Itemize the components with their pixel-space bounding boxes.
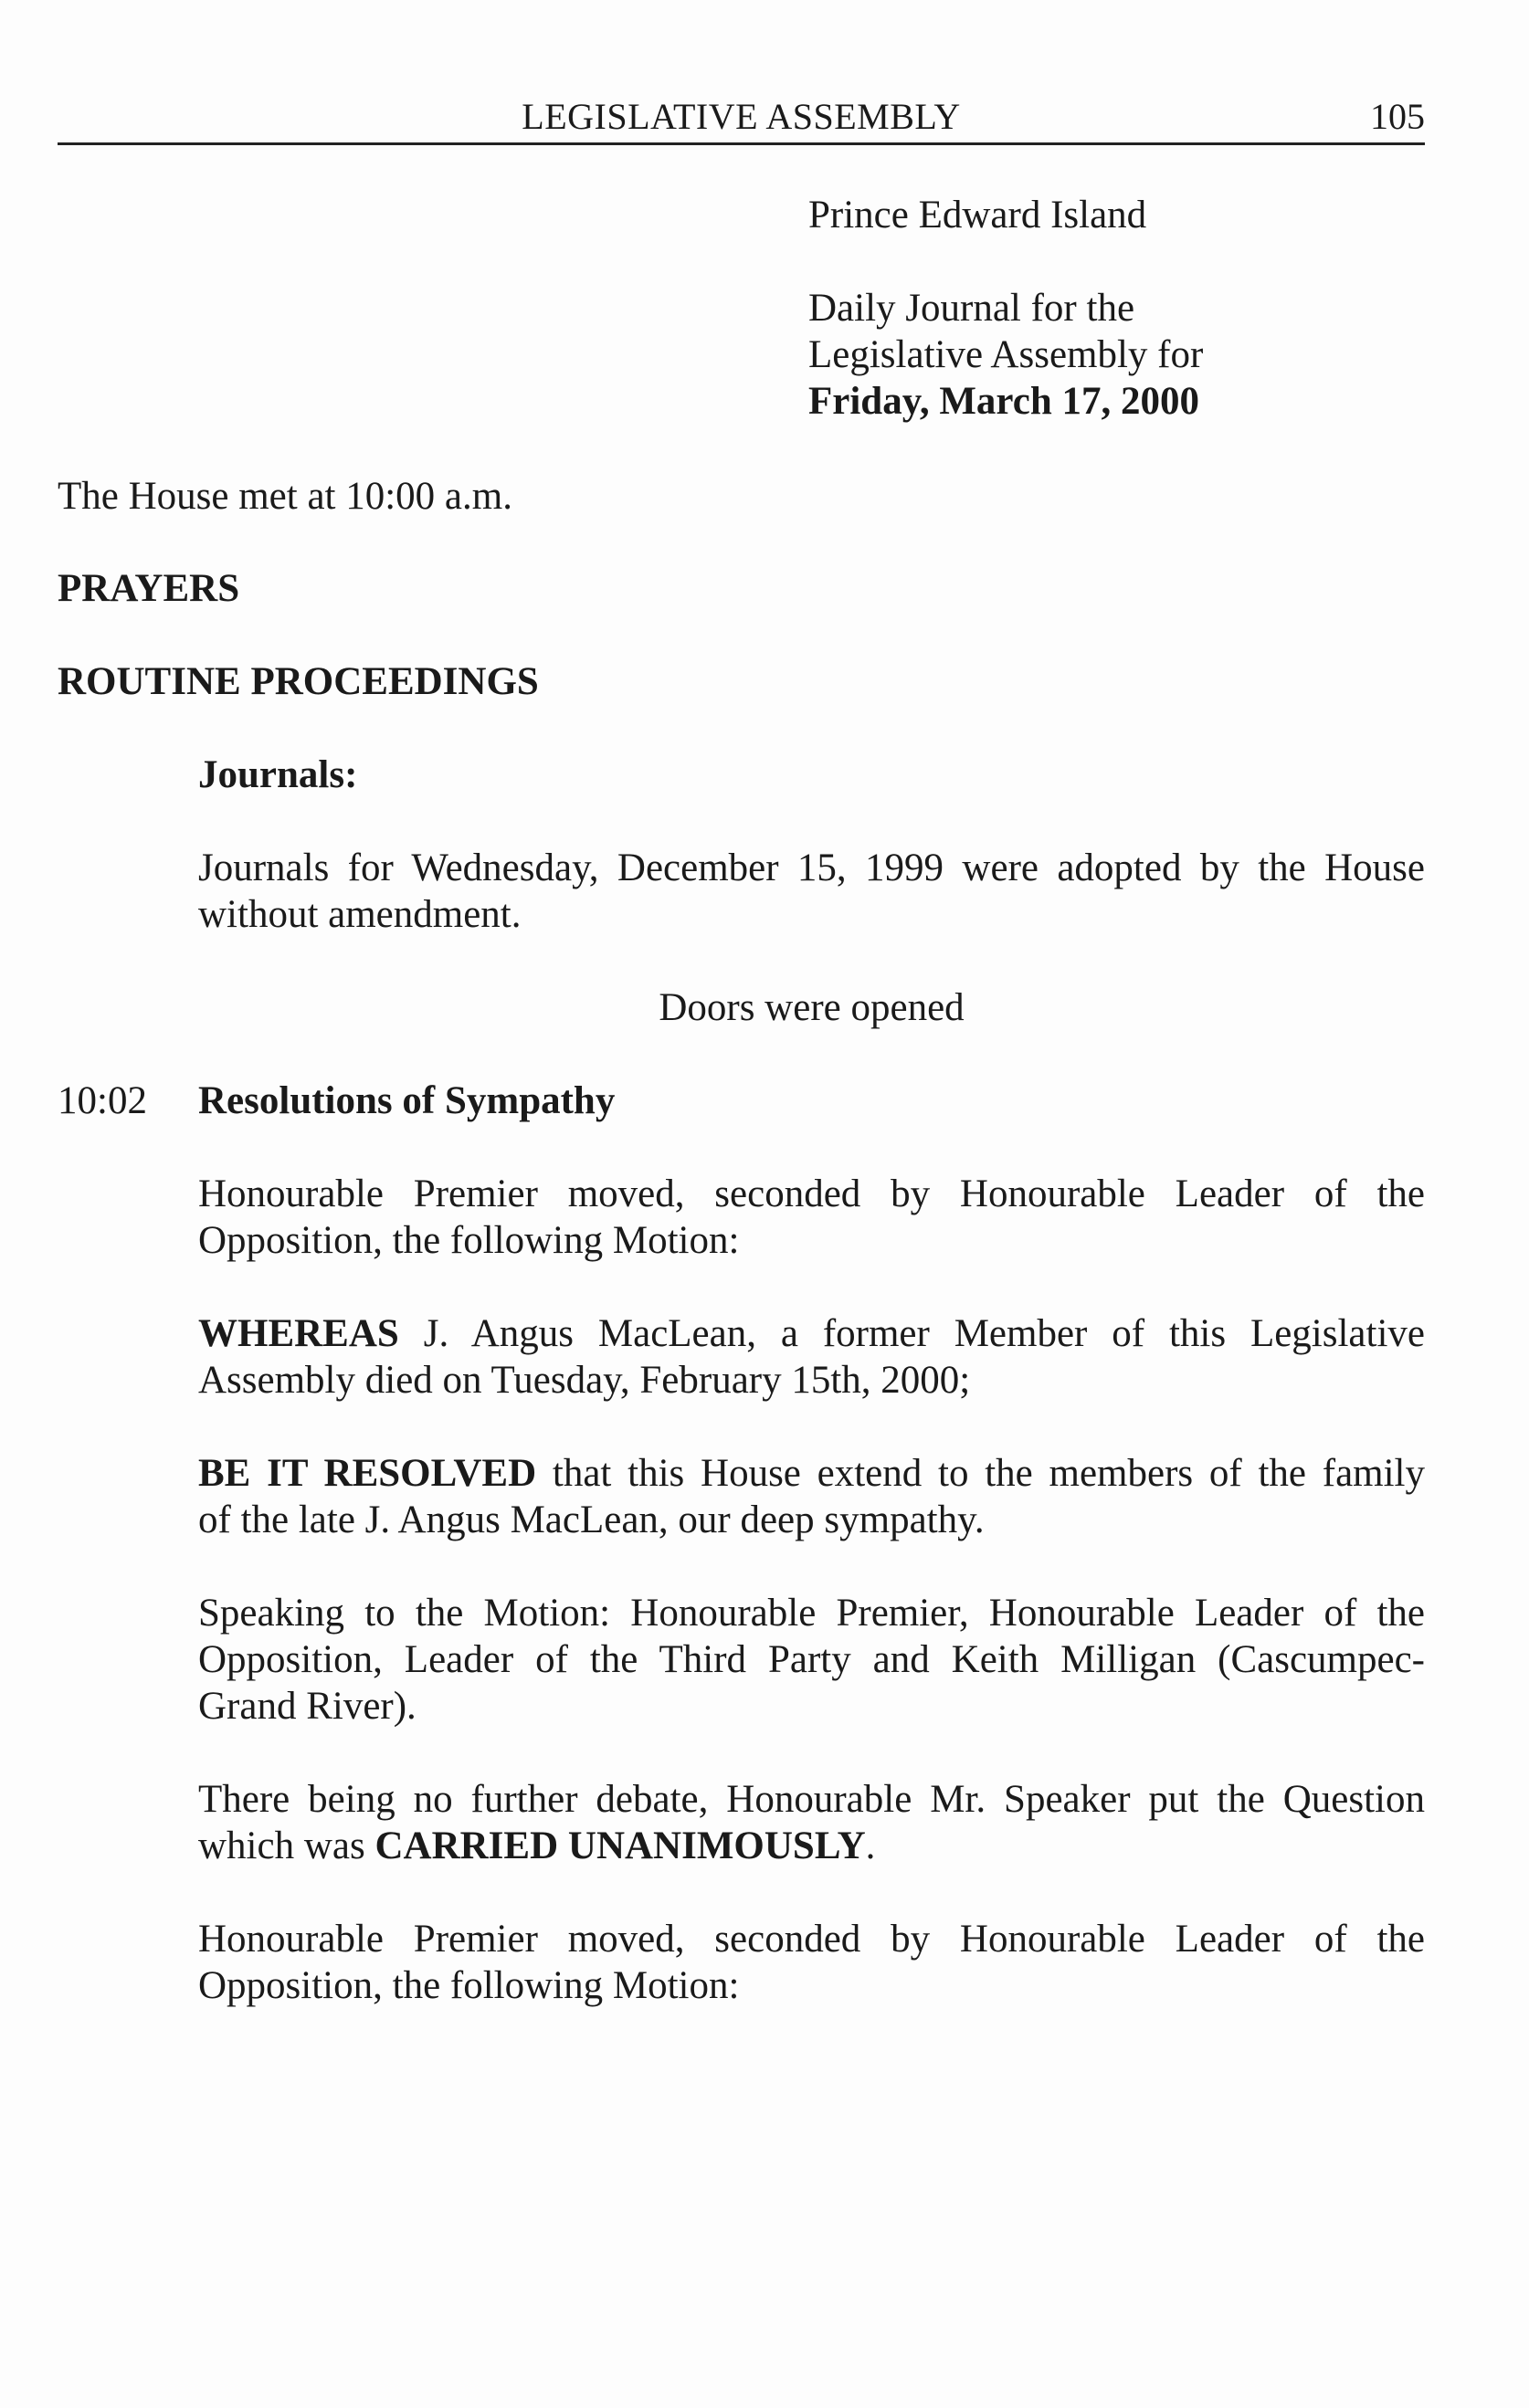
debate-line-2 <box>198 1823 1425 1869</box>
routine-proceedings-text: ROUTINE PROCEEDINGS <box>58 660 539 703</box>
journal-date: Friday, March 17, 2000 <box>808 380 1199 423</box>
journal-title-line2: Legislative Assembly for <box>808 333 1204 376</box>
whereas-line-2: Assembly died on Tuesday, February 15th, 2000; <box>198 1359 971 1402</box>
motion-2-line-1: Honourable Premier moved, seconded by Honourable Leader of the <box>198 1918 1425 1961</box>
speaking-line-3: Grand River). <box>198 1685 417 1728</box>
journals-line-1: Journals for Wednesday, December 15, 1999 were adopted by the House <box>198 846 1425 889</box>
motion-1-line-1: Honourable Premier moved, seconded by Honourable Leader of the <box>198 1172 1425 1215</box>
opening-statement <box>58 473 1425 520</box>
whereas-line-1-text: J. Angus MacLean, a former Member of this Legislative <box>398 1312 1425 1355</box>
debate-paragraph <box>198 1776 1425 1869</box>
header-title: LEGISLATIVE ASSEMBLY <box>522 96 961 137</box>
province-name: Prince Edward Island <box>808 194 1147 237</box>
journals-line-2: without amendment. <box>198 893 522 936</box>
whereas-line-1 <box>198 1310 1425 1357</box>
journal-title-line1: Daily Journal for the <box>808 287 1135 330</box>
motion-2-paragraph <box>198 1916 1425 2009</box>
motion-1-paragraph <box>198 1171 1425 1264</box>
doors-text: Doors were opened <box>659 986 965 1029</box>
journals-paragraph <box>198 845 1425 938</box>
opening-text: The House met at 10:00 a.m. <box>58 475 512 518</box>
resolved-paragraph <box>198 1450 1425 1543</box>
page-header <box>58 91 1425 145</box>
whereas-paragraph <box>198 1310 1425 1404</box>
debate-line-1: There being no further debate, Honourable Mr. Speaker put the Question <box>198 1778 1425 1821</box>
page-number: 105 <box>1370 96 1425 137</box>
speaking-paragraph <box>198 1590 1425 1730</box>
debate-line-2-end: . <box>865 1824 876 1867</box>
resolved-keyword: BE IT RESOLVED <box>198 1452 537 1495</box>
motion-2-line-2: Opposition, the following Motion: <box>198 1964 740 2007</box>
timestamp: 10:02 <box>58 1079 147 1122</box>
resolutions-heading-text: Resolutions of Sympathy <box>198 1079 616 1122</box>
resolved-line-2: of the late J. Angus MacLean, our deep sympathy. <box>198 1498 985 1541</box>
doors-note <box>198 984 1425 1031</box>
speaking-line-2: Opposition, Leader of the Third Party and Keith Milligan (Cascumpec- <box>198 1638 1425 1681</box>
speaking-line-1: Speaking to the Motion: Honourable Premier, Honourable Leader of the <box>198 1592 1425 1635</box>
masthead-journal <box>808 285 1429 425</box>
debate-line-2-start: which was <box>198 1824 375 1867</box>
prayers-text: PRAYERS <box>58 567 240 610</box>
carried-unanimously: CARRIED UNANIMOUSLY <box>374 1824 866 1867</box>
journals-heading <box>198 752 1425 798</box>
resolutions-heading <box>198 1078 1425 1124</box>
routine-proceedings-heading <box>58 658 1425 705</box>
whereas-keyword: WHEREAS <box>198 1312 399 1355</box>
resolved-line-1-text: that this House extend to the members of the family <box>536 1452 1425 1495</box>
motion-1-line-2: Opposition, the following Motion: <box>198 1219 740 1262</box>
journals-heading-text: Journals: <box>198 753 358 796</box>
masthead-province <box>808 192 1429 238</box>
resolved-line-1 <box>198 1450 1425 1497</box>
prayers-heading <box>58 565 1425 612</box>
